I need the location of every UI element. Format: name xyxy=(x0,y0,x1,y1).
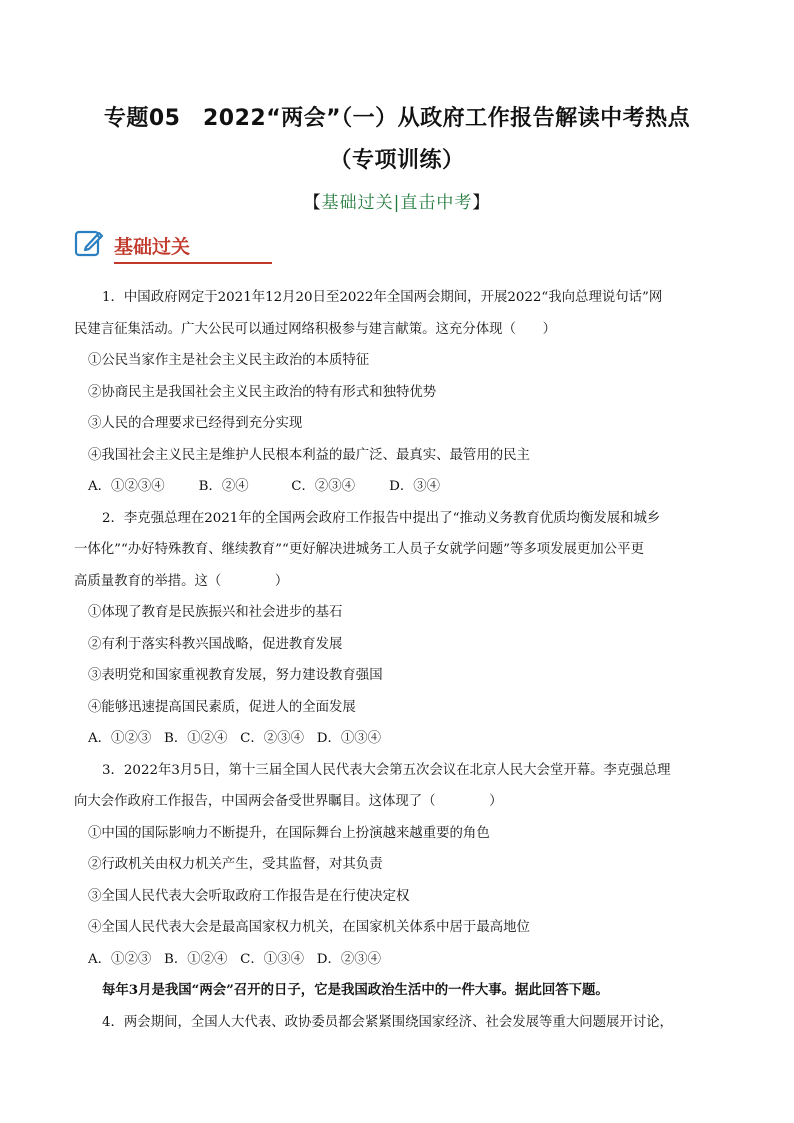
question-option: ②行政机关由权力机关产生，受其监督，对其负责 xyxy=(88,857,383,872)
question-stem: 4．两会期间，全国人大代表、政协委员都会紧紧围绕国家经济、社会发展等重大问题展开讨论， xyxy=(102,1014,673,1030)
section-underline xyxy=(114,262,272,264)
question-option: ③人民的合理要求已经得到充分实现 xyxy=(88,416,303,431)
section-label: 基础过关 xyxy=(114,236,191,258)
question-list xyxy=(74,282,724,1038)
answer-choices: A．①②③ B．①②④ C．②③④ D．①③④ xyxy=(88,731,382,746)
question-option: ③表明党和国家重视教育发展，努力建设教育强国 xyxy=(88,668,383,683)
page-title-sub: （专项训练） xyxy=(329,148,465,173)
subtitle-text: 基础过关|直击中考 xyxy=(321,193,473,213)
question-stem: 1．中国政府网定于2021年12月20日至2022年全国两会期间，开展2022“我向总理说句话”网 xyxy=(102,290,663,305)
answer-choices: A．①②③④ B．②④ C．②③④ D．③④ xyxy=(88,479,441,494)
question-stem: 3．2022年3月5日，第十三届全国人民代表大会第五次会议在北京人民大会堂开幕。李克强总理 xyxy=(102,762,671,778)
subtitle-close-bracket: 】 xyxy=(472,193,491,213)
question-stem: 向大会作政府工作报告，中国两会备受世界瞩目。这体现了（ ） xyxy=(74,794,503,809)
question-stem: 2．李克强总理在2021年的全国两会政府工作报告中提出了“推动义务教育优质均衡发展和城乡 xyxy=(102,510,661,526)
question-option: ②有利于落实科教兴国战略，促进教育发展 xyxy=(88,636,343,652)
question-option: ①公民当家作主是社会主义民主政治的本质特征 xyxy=(88,353,370,368)
question-stem: 高质量教育的举措。这（ ） xyxy=(74,573,289,589)
question-option: ④能够迅速提高国民素质，促进人的全面发展 xyxy=(88,699,356,715)
page-title: 专题05 2022“两会”（一）从政府工作报告解读中考热点 xyxy=(103,106,691,131)
question-stem: 一体化”“办好特殊教育、继续教育”“更好解决进城务工人员子女就学问题”等多项发展更加公平更 xyxy=(74,542,644,557)
question-option: ①中国的国际影响力不断提升，在国际舞台上扮演越来越重要的角色 xyxy=(88,825,490,841)
question-option: ③全国人民代表大会听取政府工作报告是在行使决定权 xyxy=(88,888,410,904)
reading-instruction: 每年3月是我国“两会”召开的日子，它是我国政治生活中的一件大事。据此回答下题。 xyxy=(102,982,609,998)
pencil-square-icon xyxy=(74,228,104,258)
answer-choices: A．①②③ B．①②④ C．①③④ D．②③④ xyxy=(88,951,382,967)
question-option: ②协商民主是我国社会主义民主政治的特有形式和独特优势 xyxy=(88,384,437,400)
section-subtitle xyxy=(0,188,794,213)
question-option: ①体现了教育是民族振兴和社会进步的基石 xyxy=(88,605,343,620)
question-option: ④全国人民代表大会是最高国家权力机关，在国家机关体系中居于最高地位 xyxy=(88,920,530,935)
question-option: ④我国社会主义民主是维护人民根本利益的最广泛、最真实、最管用的民主 xyxy=(88,447,530,463)
question-stem: 民建言征集活动。广大公民可以通过网络积极参与建言献策。这充分体现（ ） xyxy=(74,321,557,337)
subtitle-open-bracket: 【 xyxy=(303,193,322,213)
